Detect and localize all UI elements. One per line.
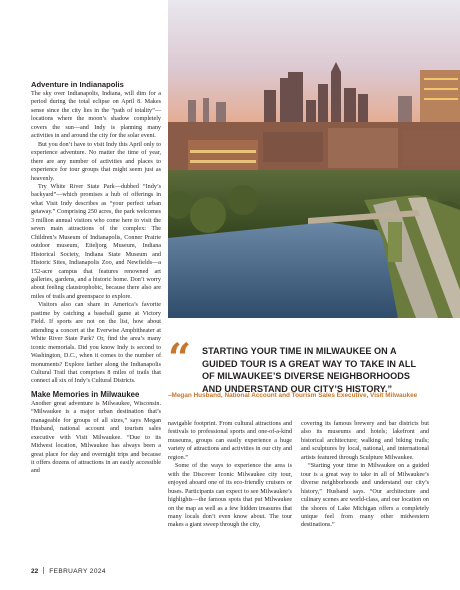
issue-date: FEBRUARY 2024	[49, 568, 106, 575]
body-paragraph: Try White River State Park—dubbed “Indy’s backyard”—which promises a hub of offerings in what Visit Indy describes as “your perfect urban getaway.” Comprising 250 acres, the park welcomes 3 million annual visitors who come here to visit the seven main attractions of the complex: The Children’s Museum of Indianapolis, Conner Prairie outdoor museum, Eiteljorg Museum, Indiana Historical Society, Indiana State Museum and Historic Sites, Indianapolis Zoo, and Newfields—a 152-acre campus that features renowned art galleries, gardens, and a historic home. Don’t worry about feeling claustrophobic, because there also are miles of trails and greenspace to explore.	[31, 183, 161, 300]
body-paragraph: “Starting your time in Milwaukee on a guided tour is a great way to take in all of Milwaukee’s diverse neighborhoods and understand our city’s history,” Husband says. “Our architecture and culinary scenes are world-class, and our location on the shores of Lake Michigan offers a completely unique feel from many other midwestern destinations.”	[301, 463, 429, 529]
body-paragraph: Another great adventure is Milwaukee, Wisconsin. “Milwaukee is a major urban destination that’s manageable for groups of all sizes,” says Megan Husband, national account and tourism sales executive with Visit Milwaukee. “Due to its Midwest location, Milwaukee has always been a great place for day and overnight trips and because it offers dozens of attractions in an easily accessible and	[31, 400, 161, 475]
column-left	[31, 80, 161, 476]
page-number: 22	[31, 568, 39, 575]
page-footer	[31, 567, 106, 575]
body-paragraph: Visitors also can share in America’s favorite pastime by catching a baseball game at Victory Field. If sports are not on the list, how about attending a concert at the Everwise Amphitheater at White River State Park? Or, find the area’s many iconic memorials. Did you know Indy is second to Washington, D.C., when it comes to the number of monuments? Explore farther along the Indianapolis Cultural Trail that comprises 8 miles of trails that connect all six of Indy’s Cultural Districts.	[31, 302, 161, 385]
section-heading-indianapolis: Adventure in Indianapolis	[31, 80, 124, 89]
section-heading-milwaukee: Make Memories in Milwaukee	[31, 389, 140, 399]
body-paragraph: The sky over Indianapolis, Indiana, will dim for a period during the total eclipse on April 8. Makes sense since the city lies in the “path of totality”—locations where the moon’s shadow completely covers the sun—and Indy is planning many activities in and around the city for the solar event.	[31, 91, 161, 140]
body-paragraph: But you don’t have to visit Indy this April only to experience adventure. No matter the time of year, there are any number of activities and places to experience for tour groups that might seem just as heavenly.	[31, 141, 161, 182]
city-skyline-photo	[168, 0, 460, 318]
pull-quote-text: STARTING YOUR TIME IN MILWAUKEE ON A GUIDED TOUR IS A GREAT WAY TO TAKE IN ALL OF MILWAUKEE’S DIVERSE NEIGHBORHOODS AND UNDERSTAND OUR CITY’S HISTORY.”	[202, 346, 416, 394]
body-paragraph: navigable footprint. From cultural attractions and festivals to professional sports and one-of-a-kind museums, groups can easily experience a huge variety of attractions and activities in our city and region.”	[168, 421, 292, 461]
column-middle	[168, 420, 292, 530]
quotation-mark-icon: “	[168, 335, 192, 382]
pull-quote-attribution: –Megan Husband, National Account and Tourism Sales Executive, Visit Milwaukee	[168, 392, 418, 399]
body-paragraph: Some of the ways to experience the area is with the Discover Iconic Milwaukee city tour, enjoyed aboard one of its eco-friendly cruisers or buses. Participants can expect to see Milwaukee’s highlights—the famous spots that put Milwaukee on the map as well as a few hidden treasures that many locals don’t even know about. The tour makes a giant sweep through the city,	[168, 463, 292, 529]
column-right	[301, 420, 429, 530]
footer-divider	[43, 567, 44, 574]
body-paragraph: covering its famous brewery and bar districts but also its museums and hotels; lakefront and historical architecture; walking and biking trails; and sculptures by local, national, and international artists featured through Sculpture Milwaukee.	[301, 421, 429, 461]
